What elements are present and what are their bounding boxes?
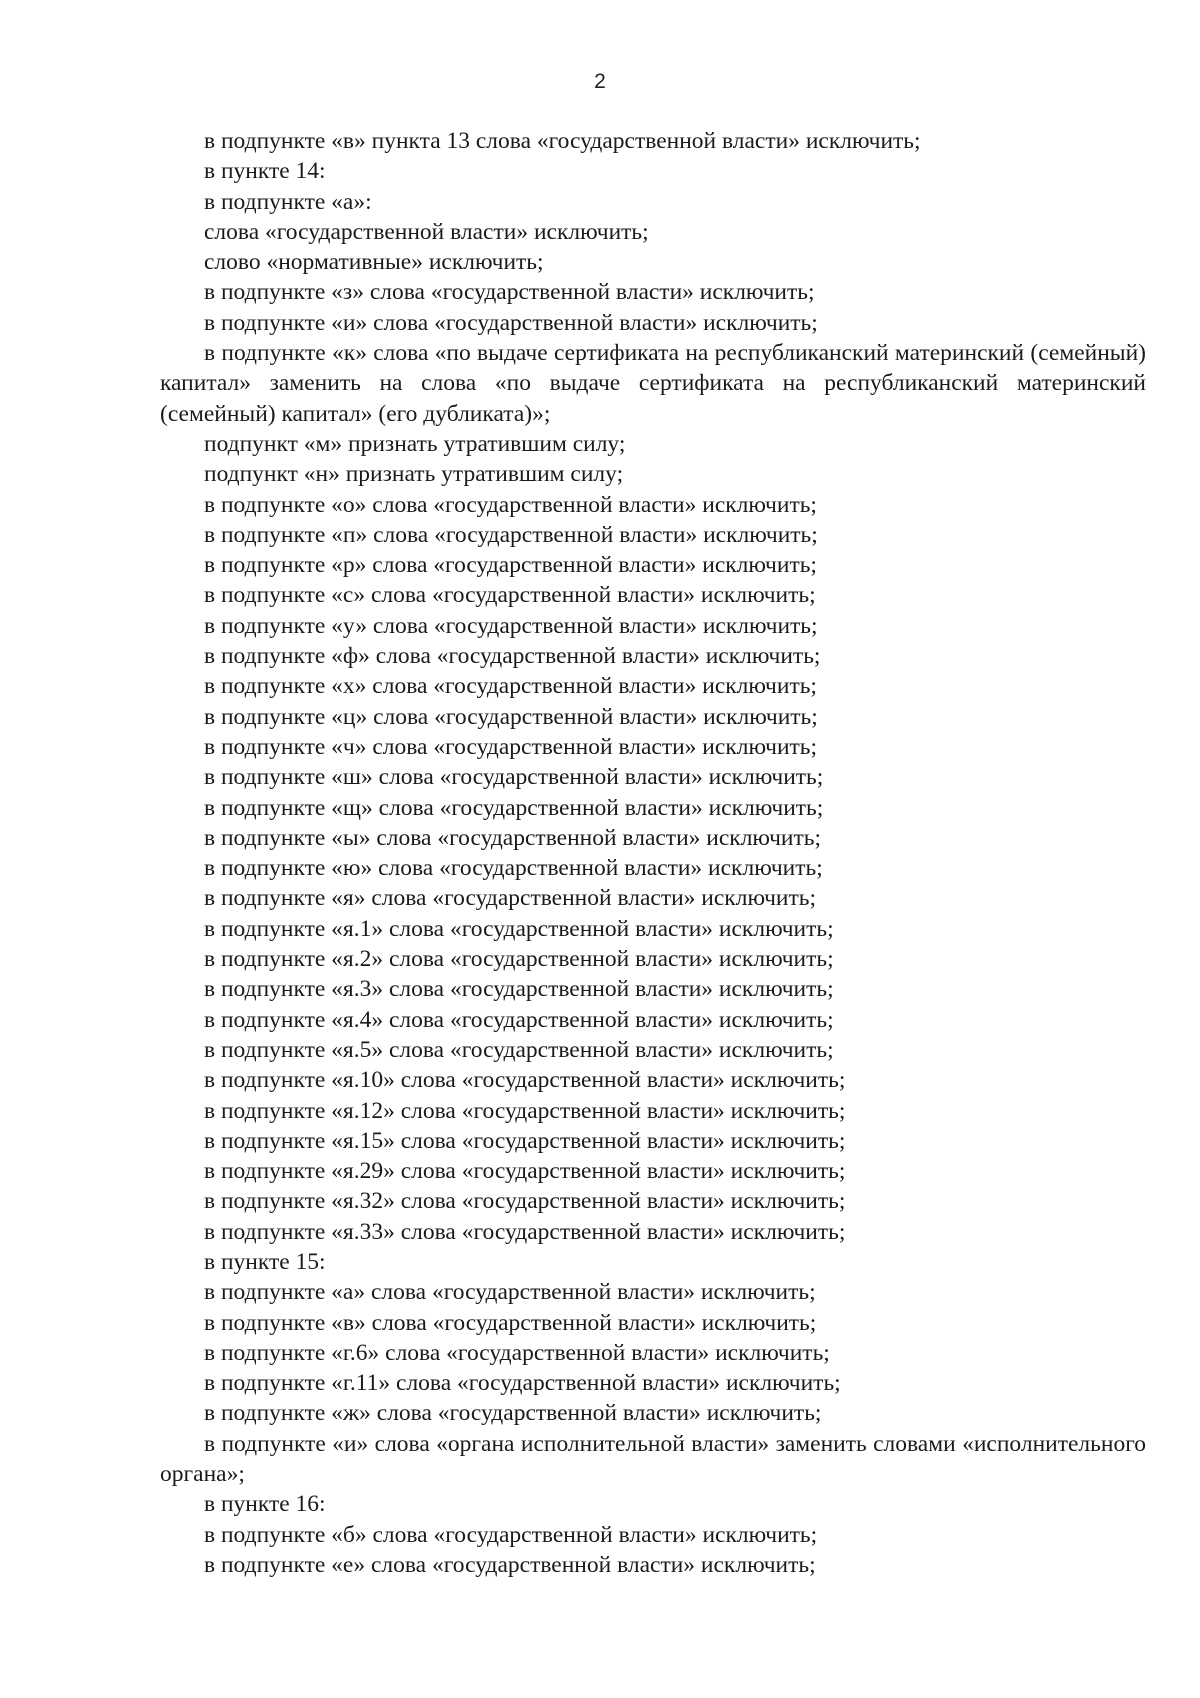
paragraph: в подпункте «ц» слова «государственной власти» исключить; <box>204 703 818 730</box>
paragraph: в подпункте «я.3» слова «государственной власти» исключить; <box>204 976 834 1003</box>
paragraph: в подпункте «г.11» слова «государственной власти» исключить; <box>204 1370 841 1397</box>
paragraph: в подпункте «я» слова «государственной власти» исключить; <box>204 885 817 912</box>
document-body <box>160 126 1146 1580</box>
paragraph: в подпункте «ж» слова «государственной власти» исключить; <box>204 1400 822 1427</box>
paragraph: в подпункте «е» слова «государственной власти» исключить; <box>204 1551 816 1578</box>
paragraph: в подпункте «я.5» слова «государственной власти» исключить; <box>204 1036 834 1063</box>
paragraph: в подпункте «а»: <box>204 188 372 215</box>
paragraph: в подпункте «х» слова «государственной власти» исключить; <box>204 673 817 700</box>
paragraph: в подпункте «щ» слова «государственной власти» исключить; <box>204 794 824 821</box>
paragraph: в подпункте «к» слова «по выдаче сертификата на республиканский материнский (семейный) капитал» заменить на слова «по выдаче сертификата на республиканский материнский (семейный) капитал» (его дубликата)»; <box>160 340 1146 427</box>
paragraph: в подпункте «с» слова «государственной власти» исключить; <box>204 582 816 609</box>
paragraph: в подпункте «в» слова «государственной власти» исключить; <box>204 1309 817 1336</box>
paragraph: в подпункте «я.10» слова «государственной власти» исключить; <box>204 1067 846 1094</box>
paragraph: в подпункте «в» пункта 13 слова «государственной власти» исключить; <box>204 128 921 154</box>
paragraph: в подпункте «я.15» слова «государственной власти» исключить; <box>204 1127 846 1154</box>
paragraph: в пункте 15: <box>204 1248 326 1275</box>
paragraph: в подпункте «я.1» слова «государственной власти» исключить; <box>204 915 834 942</box>
paragraph: слова «государственной власти» исключить; <box>204 218 649 245</box>
paragraph: подпункт «м» признать утратившим силу; <box>204 430 626 457</box>
paragraph: в подпункте «я.2» слова «государственной власти» исключить; <box>204 946 834 973</box>
paragraph: в подпункте «ч» слова «государственной власти» исключить; <box>204 733 818 760</box>
paragraph: в подпункте «ш» слова «государственной власти» исключить; <box>204 764 824 791</box>
paragraph: в подпункте «у» слова «государственной власти» исключить; <box>204 612 818 639</box>
paragraph: подпункт «н» признать утратившим силу; <box>204 461 624 488</box>
page-number: 2 <box>594 70 606 93</box>
paragraph: в подпункте «п» слова «государственной власти» исключить; <box>204 521 818 548</box>
paragraph: в пункте 14: <box>204 158 326 185</box>
paragraph: в пункте 16: <box>204 1491 326 1518</box>
paragraph: в подпункте «б» слова «государственной власти» исключить; <box>204 1521 818 1548</box>
paragraph: в подпункте «з» слова «государственной власти» исключить; <box>204 279 815 306</box>
paragraph: в подпункте «я.32» слова «государственной власти» исключить; <box>204 1188 846 1215</box>
paragraph: в подпункте «ю» слова «государственной власти» исключить; <box>204 855 823 882</box>
paragraph: в подпункте «г.6» слова «государственной власти» исключить; <box>204 1339 830 1366</box>
paragraph: в подпункте «я.33» слова «государственной власти» исключить; <box>204 1218 846 1245</box>
paragraph: в подпункте «ф» слова «государственной власти» исключить; <box>204 643 821 670</box>
paragraph: в подпункте «ы» слова «государственной власти» исключить; <box>204 824 822 851</box>
paragraph: в подпункте «я.12» слова «государственной власти» исключить; <box>204 1097 846 1124</box>
paragraph: в подпункте «и» слова «органа исполнительной власти» заменить словами «исполнительного органа»; <box>160 1430 1146 1488</box>
paragraph: слово «нормативные» исключить; <box>204 249 544 276</box>
paragraph: в подпункте «р» слова «государственной власти» исключить; <box>204 552 817 579</box>
paragraph: в подпункте «я.4» слова «государственной власти» исключить; <box>204 1006 834 1033</box>
paragraph: в подпункте «а» слова «государственной власти» исключить; <box>204 1279 816 1306</box>
paragraph: в подпункте «и» слова «государственной власти» исключить; <box>204 309 818 336</box>
paragraph: в подпункте «о» слова «государственной власти» исключить; <box>204 491 817 518</box>
paragraph: в подпункте «я.29» слова «государственной власти» исключить; <box>204 1158 846 1185</box>
